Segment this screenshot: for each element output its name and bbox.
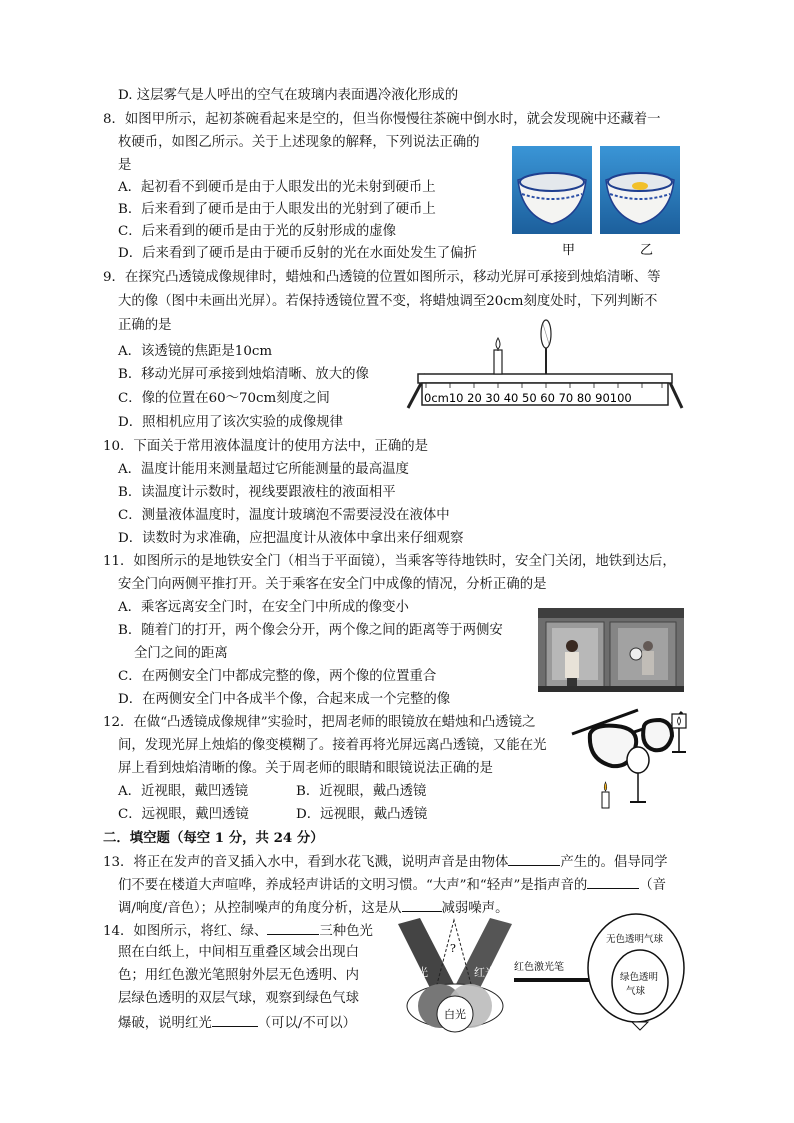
q13-line2: 们不要在楼道大声喧哗，养成轻声讲话的文明习惯。“大声”和“轻声”是指声音的 （音 <box>118 874 666 896</box>
q14-balloon-figure <box>514 912 686 1034</box>
q9-option-b: B．移动光屏可承接到烛焰清晰、放大的像 <box>118 367 369 382</box>
q9-option-a: A．该透镜的焦距是10cm <box>118 344 273 359</box>
q9-stem-line2: 大的像（图中未画出光屏）。若保持透镜位置不变，将蜡烛调至20cm刻度处时，下列判断不 <box>118 294 658 309</box>
section-title-fill-in: 二．填空题（每空 1 分，共 24 分） <box>103 830 324 846</box>
candle-icon <box>494 338 502 374</box>
q9-option-d: D．照相机应用了该次实验的成像规律 <box>118 415 343 430</box>
q12-option-c: C．远视眼，戴凹透镜 <box>118 807 249 822</box>
q14-line3: 色；用红色激光笔照射外层无色透明、内 <box>118 968 360 983</box>
q7-option-d: D. 这层雾气是人呼出的空气在玻璃内表面遇冷液化形成的 <box>118 88 459 103</box>
q14-color-mixing-figure <box>396 918 514 1042</box>
q10-option-b: B．读温度计示数时，视线要跟液柱的液面相平 <box>118 485 396 500</box>
red-label: 红光 <box>474 966 496 979</box>
fig-label-b: 乙 <box>640 243 654 258</box>
q8-option-a: A．起初看不到硬币是由于人眼发出的光未射到硬币上 <box>118 180 436 195</box>
q8-option-b: B．后来看到了硬币是由于人眼发出的光射到了硬币上 <box>118 202 436 217</box>
q11-subway-door-photo <box>538 608 684 692</box>
q14-line1: 14．如图所示，将红、绿、 三种色光 <box>103 920 373 942</box>
q9-stem-line3: 正确的是 <box>118 318 172 333</box>
q13-line3: 调/响度/音色）；从控制噪声的角度分析，这是从 减弱噪声。 <box>118 897 508 919</box>
lens-on-stand-icon <box>627 747 649 802</box>
q11-option-c: C．在两侧安全门中都成完整的像，两个像的位置重合 <box>118 669 437 684</box>
q10-stem: 10．下面关于常用液体温度计的使用方法中，正确的是 <box>103 439 429 454</box>
q9-stem-line1: 9．在探究凸透镜成像规律时，蜡烛和凸透镜的位置如图所示，移动光屏可承接到烛焰清晰、等 <box>103 270 661 285</box>
fig-label-a: 甲 <box>562 243 576 258</box>
outer-balloon-label: 无色透明气球 <box>606 934 664 945</box>
q12-glasses-experiment <box>568 704 690 816</box>
ruler-scale-text: 0cm10 20 30 40 50 60 70 80 90100 <box>424 391 632 405</box>
q12-option-b: B．近视眼，戴凸透镜 <box>296 784 427 799</box>
q8-bowl-figure <box>512 146 684 258</box>
q11-option-a: A．乘客远离安全门时，在安全门中所成的像变小 <box>118 600 409 615</box>
inner-balloon-label-2: 气球 <box>626 986 646 997</box>
q10-option-d: D．读数时为求准确，应把温度计从液体中拿出来仔细观察 <box>118 531 464 546</box>
q12-option-a: A．近视眼，戴凹透镜 <box>118 784 249 799</box>
q14-line5: 爆破，说明红光 （可以/不可以） <box>118 1012 356 1034</box>
question-mark: ? <box>450 942 456 955</box>
q13-blank-3[interactable] <box>402 897 442 912</box>
balloon-knot <box>632 1022 648 1030</box>
q8-stem-line2: 枚硬币，如图乙所示。关于上述现象的解释，下列说法正确的 <box>118 135 480 150</box>
q9-optical-bench <box>404 318 686 414</box>
passenger-figure <box>565 640 579 690</box>
q11-stem-line1: 11．如图所示的是地铁安全门（相当于平面镜），当乘客等待地铁时，安全门关闭，地铁到达后， <box>103 554 676 569</box>
q13-blank-2[interactable] <box>587 874 639 889</box>
q11-option-d: D．在两侧安全门中各成半个像，合起来成一个完整的像 <box>118 692 451 707</box>
q8-option-c: C．后来看到的硬币是由于光的反射形成的虚像 <box>118 224 397 239</box>
q13-blank-1[interactable] <box>508 851 560 866</box>
white-label: 白光 <box>444 1008 466 1021</box>
reflection-figure <box>642 641 654 675</box>
bench-top <box>418 374 672 383</box>
q11-option-b-line2: 全门之间的距离 <box>134 646 228 661</box>
screen-on-stand-icon <box>672 714 686 752</box>
q10-option-a: A．温度计能用来测量超过它所能测量的最高温度 <box>118 462 409 477</box>
q10-option-c: C．测量液体温度时，温度计玻璃泡不需要浸没在液体中 <box>118 508 450 523</box>
q12-stem-line3: 屏上看到烛焰清晰的像。关于周老师的眼睛和眼镜说法正确的是 <box>118 761 493 776</box>
q9-option-c: C．像的位置在60～70cm刻度之间 <box>118 391 330 406</box>
inner-balloon-label-1: 绿色透明 <box>620 972 659 983</box>
q14-blank-2[interactable] <box>212 1012 258 1027</box>
q11-option-b-line1: B．随着门的打开，两个像会分开，两个像之间的距离等于两侧安 <box>118 623 503 638</box>
q12-stem-line2: 间，发现光屏上烛焰的像变模糊了。接着再将光屏远离凸透镜，又能在光 <box>118 738 547 753</box>
q14-blank-1[interactable] <box>267 920 319 935</box>
q11-stem-line2: 安全门向两侧平推打开。关于乘客在安全门中成像的情况，分析正确的是 <box>118 577 547 592</box>
q8-stem-line3: 是 <box>118 158 132 173</box>
q14-line2: 照在白纸上，中间相互重叠区域会出现白 <box>118 945 360 960</box>
coin <box>632 182 648 190</box>
laser-pointer-label: 红色激光笔 <box>514 962 564 973</box>
q13-line1: 13．将正在发声的音叉插入水中，看到水花飞溅，说明声音是由物体 产生的。倡导同学 <box>103 851 668 873</box>
green-label: 绿光 <box>406 966 428 979</box>
q12-stem-line1: 12．在做“凸透镜成像规律”实验时，把周老师的眼镜放在蜡烛和凸透镜之 <box>103 715 536 730</box>
q8-option-d: D．后来看到了硬币是由于硬币反射的光在水面处发生了偏折 <box>118 246 477 261</box>
q8-stem-line1: 8．如图甲所示，起初茶碗看起来是空的，但当你慢慢往茶碗中倒水时，就会发现碗中还藏着一 <box>103 112 661 127</box>
convex-lens-icon <box>541 320 551 374</box>
door-sign-icon <box>630 648 642 660</box>
q12-option-d: D．远视眼，戴凸透镜 <box>296 807 428 822</box>
candle-icon <box>602 782 609 808</box>
q14-line4: 层绿色透明的双层气球，观察到绿色气球 <box>118 991 360 1006</box>
